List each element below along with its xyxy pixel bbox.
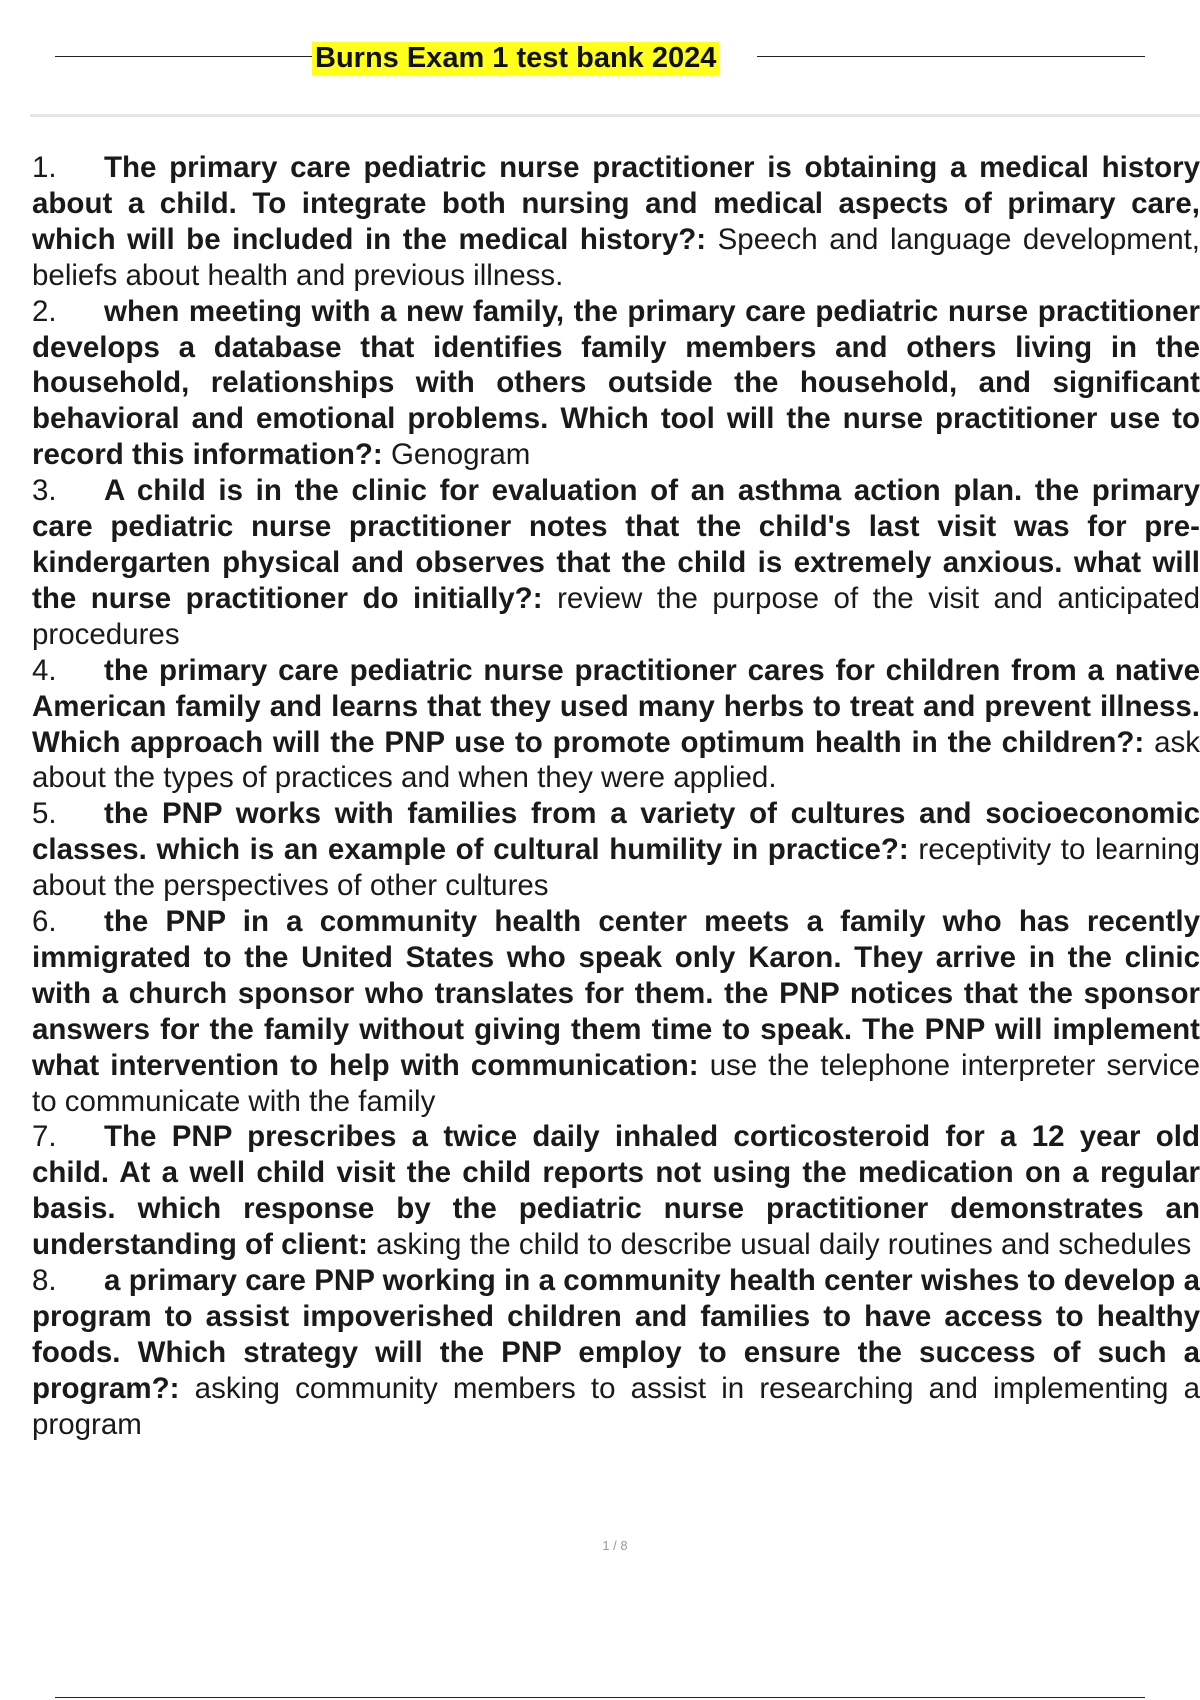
question-number: 6.: [32, 905, 57, 939]
answer-text: receptivity to learning about the perspectives of other cultures: [32, 833, 1200, 903]
document-header: [55, 42, 1145, 82]
question-item-1: [32, 150, 1200, 294]
question-text: a primary care PNP working in a community health center wishes to develop a program to assist impoverished children and families to have access to healthy foods. Which strategy will the PNP employ to ensure the success of such a program?:: [32, 1264, 1200, 1405]
header-rule-left: [55, 56, 312, 57]
question-number: 8.: [32, 1264, 57, 1298]
question-number: 1.: [32, 151, 57, 184]
question-text: when meeting with a new family, the primary care pediatric nurse practitioner develops a database that identifies family members and others living in the household, relationships with others outside the household, and significant behavioral and emotional problems. Which tool will the nurse practitioner use to record this information?:: [32, 294, 1200, 472]
header-rule-right: [757, 56, 1145, 57]
question-text: the PNP in a community health center meets a family who has recently immigrated to the United States who speak only Karon. They arrive in the clinic with a church sponsor who translates for them. the PNP notices that the sponsor answers for the family without giving them time to speak. The PNP will implement what intervention to help with communication:: [32, 905, 1200, 1082]
answer-text: Speech and language development, beliefs about health and previous illness.: [32, 222, 1200, 292]
document-title: Burns Exam 1 test bank 2024: [312, 42, 719, 75]
page-number: 1 / 8: [602, 1538, 628, 1553]
question-item-2: [32, 294, 1200, 474]
question-item-3: [32, 473, 1200, 653]
question-text: The PNP prescribes a twice daily inhaled corticosteroid for a 12 year old child. At a well child visit the child reports not using the medication on a regular basis. which response by the pediatric nurse practitioner demonstrates an understanding of client:: [32, 1120, 1200, 1262]
question-list: [32, 150, 1200, 1443]
answer-text: asking community members to assist in researching and implementing a program: [32, 1371, 1200, 1441]
answer-text: Genogram: [390, 438, 531, 472]
question-number: 5.: [32, 797, 57, 831]
question-item-8: [32, 1263, 1200, 1443]
answer-text: ask about the types of practices and when they were applied.: [32, 725, 1200, 795]
answer-text: use the telephone interpreter service to communicate with the family: [32, 1048, 1200, 1118]
footer-rule: [55, 1697, 1145, 1698]
question-text: the primary care pediatric nurse practitioner cares for children from a native American family and learns that they used many herbs to treat and prevent illness. Which approach will the PNP use to promote optimum health in the children?:: [32, 653, 1200, 759]
question-item-5: [32, 796, 1200, 904]
question-item-7: [32, 1119, 1200, 1263]
question-item-6: [32, 904, 1200, 1119]
question-text: the PNP works with families from a variety of cultures and socioeconomic classes. which is an example of cultural humility in practice?:: [32, 797, 1200, 867]
answer-text: asking the child to describe usual daily routines and schedules: [376, 1228, 1192, 1262]
question-number: 4.: [32, 653, 57, 687]
question-item-4: [32, 653, 1200, 797]
question-number: 2.: [32, 294, 57, 328]
question-number: 7.: [32, 1120, 57, 1154]
header-divider: [30, 114, 1200, 117]
question-number: 3.: [32, 474, 57, 508]
question-text: The primary care pediatric nurse practitioner is obtaining a medical history about a child. To integrate both nursing and medical aspects of primary care, which will be included in the medical history?:: [32, 151, 1200, 256]
answer-text: review the purpose of the visit and anticipated procedures: [32, 581, 1200, 651]
question-text: A child is in the clinic for evaluation of an asthma action plan. the primary care pediatric nurse practitioner notes that the child's last visit was for pre- kindergarten physical and observes that the child is extremely anxious. what will the nurse practitioner do initially?:: [32, 474, 1200, 615]
